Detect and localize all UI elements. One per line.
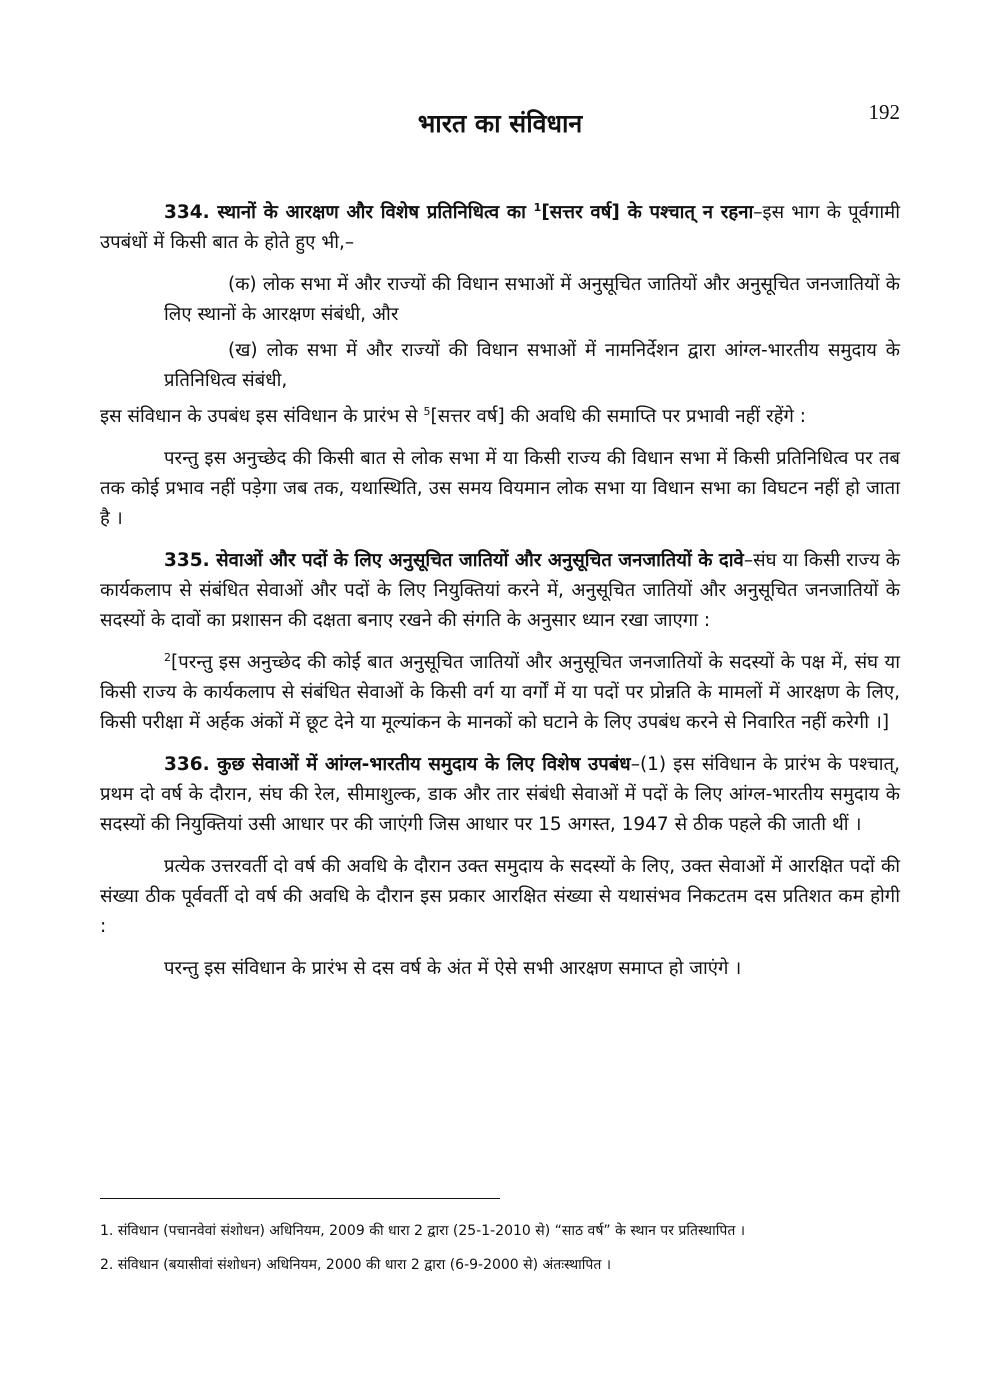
article-334-heading-paragraph [100,198,900,258]
footnote-1: 1. संविधान (पचानवेवां संशोधन) अधिनियम, 2009 की धारा 2 द्वारा (25-1-2010 से) “साठ वर्ष” के स्थान पर प्रतिस्थापित । [100,1223,746,1239]
article-335-paragraph [100,546,900,636]
footnote-divider [100,1198,500,1199]
page-number: 192 [868,100,900,124]
footnote-ref-5[interactable]: 5 [423,404,431,418]
article-334-heading: 334. स्थानों के आरक्षण और विशेष प्रतिनिधित्व का $^1$[सत्तर वर्ष] के पश्चात् न रहना [164,200,754,223]
article-334-closing: इस संविधान के उपबंध इस संविधान के प्रारंभ से $^5$[सत्तर वर्ष] की अवधि की समाप्ति पर प्रभावी नहीं रहेंगे : [100,404,807,427]
article-336-paragraph [100,750,900,840]
document-body [100,198,900,996]
article-336-para-2: प्रत्येक उत्तरवर्ती दो वर्ष की अवधि के दौरान उक्त समुदाय के सदस्यों के लिए, उक्त सेवाओं में आरक्षित पदों की संख्या ठीक पूर्ववर्ती दो वर्ष की अवधि के दौरान इस प्रकार आरक्षित संख्या से यथासंभव निकटतम दस प्रतिशत कम होगी : [100,856,900,937]
footnotes [100,1218,900,1286]
article-334-proviso: परन्तु इस अनुच्छेद की किसी बात से लोक सभा में या किसी राज्य की विधान सभा में किसी प्रतिनिधित्व पर तब तक कोई प्रभाव नहीं पड़ेगा जब तक, यथास्थिति, उस समय वियमान लोक सभा या विधान सभा का विघटन नहीं हो जाता है । [100,448,900,529]
article-335-proviso: $^2$[परन्तु इस अनुच्छेद की कोई बात अनुसूचित जातियों और अनुसूचित जनजातियों के सदस्यों के पक्ष में, संघ या किसी राज्य के कार्यकलाप से संबंधित सेवाओं के किसी वर्ग या वर्गों में या पदों पर प्रोन्नति के मामलों में आरक्षण के लिए, किसी परीक्षा में अर्हक अंकों में छूट देने या मूल्यांकन के मानकों को घटाने के लिए उपबंध करने से निवारित नहीं करेगी ।] [100,650,900,733]
page-title: भारत का संविधान [417,109,583,138]
footnote-ref-1[interactable]: 1 [533,200,542,214]
article-335-body: –संघ या किसी राज्य के कार्यकलाप से संबंधित सेवाओं और पदों के लिए नियुक्तियां करने में, अनुसूचित जातियों और अनुसूचित जनजातियों के सदस्यों के दावों का प्रशासन की दक्षता बनाए रखने की संगति के अनुसार ध्यान रखा जाएगा : [100,550,900,631]
article-336-body: –(1) इस संविधान के प्रारंभ के पश्चात्, प्रथम दो वर्ष के दौरान, संघ की रेल, सीमाशुल्क, डाक और तार संबंधी सेवाओं में पदों के लिए आंग्ल-भारतीय समुदाय के सदस्यों की नियुक्तियां उसी आधार पर की जाएंगी जिस आधार पर 15 अगस्त, 1947 से ठीक पहले की जाती थीं । [100,754,900,835]
footnote-ref-2[interactable]: 2 [164,650,171,664]
article-335-heading: 335. सेवाओं और पदों के लिए अनुसूचित जातियों और अनुसूचित जनजातियों के दावे [164,550,744,571]
article-334-clause-kha: (ख) लोक सभा में और राज्यों की विधान सभाओं में नामनिर्देशन द्वारा आंग्ल-भारतीय समुदाय के प्रतिनिधित्व संबंधी, [164,340,900,391]
article-334-clause-ka: (क) लोक सभा में और राज्यों की विधान सभाओं में अनुसूचित जातियों और अनुसूचित जनजातियों के लिए स्थानों के आरक्षण संबंधी, और [164,274,900,325]
article-336-heading: 336. कुछ सेवाओं में आंग्ल-भारतीय समुदाय के लिए विशेष उपबंध [164,754,631,775]
article-334-intro: –इस भाग के पूर्वगामी उपबंधों में किसी बात के होते हुए भी,– [100,202,900,253]
footnote-2: 2. संविधान (बयासीवां संशोधन) अधिनियम, 2000 की धारा 2 द्वारा (6-9-2000 से) अंतःस्थापित । [100,1257,612,1273]
article-336-proviso: परन्तु इस संविधान के प्रारंभ से दस वर्ष के अंत में ऐसे सभी आरक्षण समाप्त हो जाएंगे । [164,958,742,979]
